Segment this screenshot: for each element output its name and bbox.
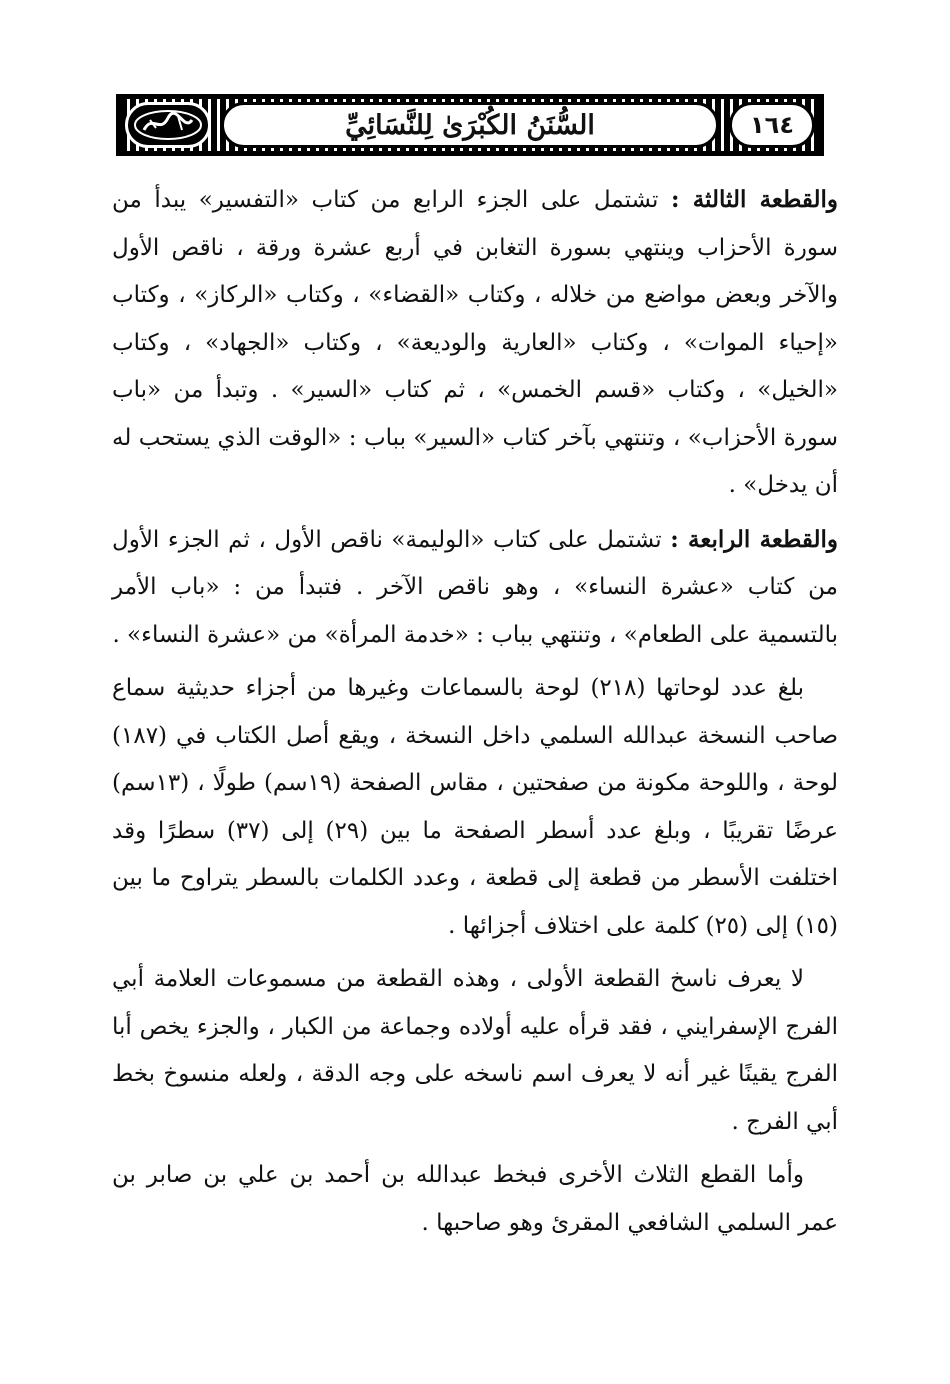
paragraph-scribe-first: لا يعرف ناسخ القطعة الأولى ، وهذه القطعة من مسموعات العلامة أبي الفرج الإسفرايني ، فقد قرأه عليه أولاده وجماعة من الكبار ، والجزء يخص أبا الفرج يقينًا غير أنه لا يعرف اسم ناسخه على وجه الدقة ، ولعله منسوخ بخط أبي الفرج . (112, 966, 838, 1135)
paragraph-lead: والقطعة الثالثة : (671, 186, 838, 213)
paragraph-lead: والقطعة الرابعة : (670, 525, 839, 553)
book-emblem (125, 102, 211, 148)
ornamental-border (121, 99, 819, 151)
paragraph-third-fragment (112, 176, 838, 510)
paragraph-text: تشتمل على الجزء الرابع من كتاب «التفسير» يبدأ من سورة الأحزاب وينتهي بسورة التغابن في أربع عشرة ورقة ، ناقص الأول والآخر وبعض مواضع من خلاله ، وكتاب «القضاء» ، وكتاب «الركاز» ، وكتاب «إحياء الموات» ، وكتاب «العارية والوديعة» ، وكتاب «الجهاد» ، وكتاب «الخيل» ، وكتاب «قسم الخمس» ، ثم كتاب «السير» . وتبدأ من «باب سورة الأحزاب» ، وتنتهي بآخر كتاب «السير» بباب : «الوقت الذي يستحب له أن يدخل» . (112, 187, 838, 498)
paragraph-text: تشتمل على كتاب «الوليمة» ناقص الأول ، ثم الجزء الأول من كتاب «عشرة النساء» ، وهو ناقص الآخر . فتبدأ من : «باب الأمر بالتسمية على الطعام» ، وتنتهي بباب : «خدمة المرأة» من «عشرة النساء» . (112, 526, 838, 648)
page-body (112, 176, 838, 1247)
calligraphy-emblem-icon (132, 108, 204, 142)
paragraph-fourth-fragment (112, 516, 838, 660)
page-number: ١٦٤ (729, 102, 815, 148)
running-title: السُّنَنُ الكُبْرَىٰ لِلنَّسَائِيِّ (221, 102, 719, 148)
paragraph-manuscript-description: بلغ عدد لوحاتها (٢١٨) لوحة بالسماعات وغيرها من أجزاء حديثية سماع صاحب النسخة عبدالله السلمي داخل النسخة ، ويقع أصل الكتاب في (١٨٧) لوحة ، واللوحة مكونة من صفحتين ، مقاس الصفحة (١٩سم) طولًا ، (١٣سم) عرضًا تقريبًا ، وبلغ عدد أسطر الصفحة ما بين (٢٩) إلى (٣٧) سطرًا وقد اختلفت الأسطر من قطعة إلى قطعة ، وعدد الكلمات بالسطر يتراوح ما بين (١٥) إلى (٢٥) كلمة على اختلاف أجزائها . (112, 675, 839, 939)
paragraph-scribe-others: وأما القطع الثلاث الأخرى فبخط عبدالله بن أحمد بن علي بن صابر بن عمر السلمي الشافعي المقرئ وهو صاحبها . (112, 1162, 838, 1236)
running-header (116, 94, 824, 156)
